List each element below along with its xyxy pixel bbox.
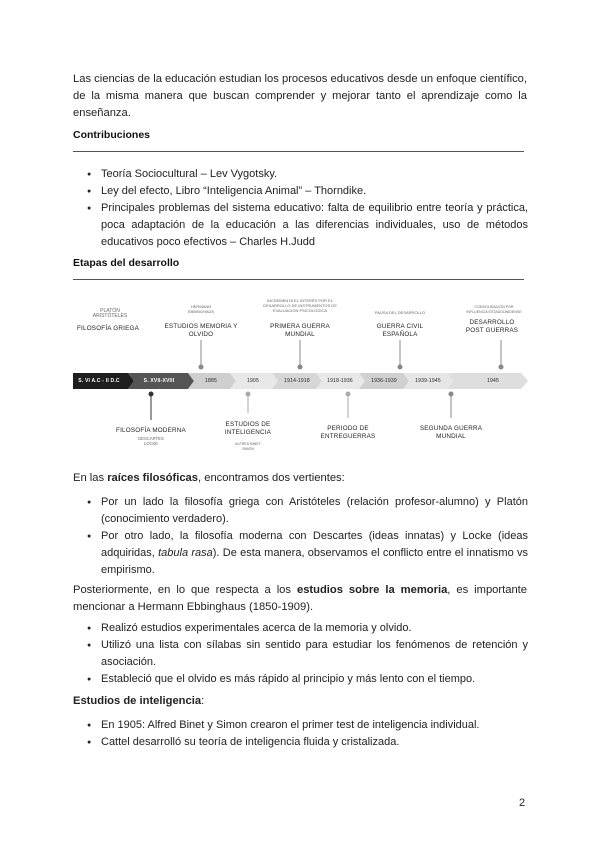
event-detail: INCREMENTA EL INTERÉS POR EL DESARROLLO DE INSTRUMENTOS DE EVALUACIÓN PSICOLÓGICA [263,298,337,313]
period-label: S. VI A.C - II D.C [78,378,120,384]
stages-heading: Etapas del desarrollo [73,257,180,269]
list-item: ● Ley del efecto, Libro “Inteligencia Animal” – Thorndike. [73,183,528,200]
intelligence-list [73,717,528,751]
intro-paragraph: Las ciencias de la educación estudian los procesos educativos desde un enfoque científico, de la misma manera que buscan comprender y mejorar tanto el aprendizaje como la enseñanza. [73,73,528,119]
list-item: ● Utilizó una lista con sílabas sin sentido para estudiar los fenómenos de retención y asociación. [73,637,528,671]
bold-text: raíces filosóficas [107,472,198,484]
event-title: ESTUDIOS DE INTELIGENCIA [224,421,272,436]
event-title: SEGUNDA GUERRA MUNDIAL [419,425,483,440]
italic-text: tabula rasa [158,547,213,559]
event-detail: CONSOLIDACIÓN POR INFLUENCIA ESTADOUNIDENSE [466,305,522,314]
event-title: GUERRA CIVIL ESPAÑOLA [376,323,424,338]
event-title: DESARROLLO POST GUERRAS [465,319,519,334]
event-title: PRIMERA GUERRA MUNDIAL [270,323,330,338]
event-detail: PLATÓN ARISTÓTELES [92,308,128,319]
period-label: 1945 [487,378,499,384]
period-label: 1885 [205,378,217,384]
list-item: ● En 1905: Alfred Binet y Simon crearon el primer test de inteligencia individual. [73,717,528,734]
event-detail: DESCARTES LOCKE [138,436,164,446]
list-item: ● Principales problemas del sistema educativo: falta de equilibrio entre teoría y práctica, poca adaptación de la educación a las diferencias individuales, uso de métodos educativos poco efectivos – Charles H.Judd [73,200,528,251]
contributions-list [73,166,528,251]
event-title: PERIODO DE ENTREGUERRAS [320,425,376,440]
event-detail: PAUSA DEL DESARROLLO [374,310,426,315]
roots-list [73,494,528,579]
list-item: ● Estableció que el olvido es más rápido al principio y más lento con el tiempo. [73,671,528,688]
period-label: 1905 [247,378,259,384]
period-label: S. XVII-XVIII [143,378,175,384]
event-title: ESTUDIOS MEMORIA Y OLVIDO [164,323,238,338]
timeline-diagram [73,285,528,470]
roots-paragraph: En las raíces filosóficas, encontramos dos vertientes: [73,472,345,484]
period-label: 1914-1918 [284,378,310,384]
memory-list [73,620,528,688]
event-detail: HERMANN EBBINGHAUS [187,304,215,314]
section-divider [73,279,524,280]
page-number: 2 [519,797,526,809]
section-divider [73,151,524,152]
event-title: FILOSOFÍA GRIEGA [77,325,139,332]
memory-paragraph: Posteriormente, en lo que respecta a los estudios sobre la memoria, es importante mencionar a Hermann Ebbinghaus (1850-1909). [73,584,528,613]
contributions-heading: Contribuciones [73,129,151,141]
period-label: 1939-1945 [415,378,441,384]
list-item: ● Cattel desarrolló su teoría de inteligencia fluida y cristalizada. [73,734,528,751]
list-item: ● Teoría Sociocultural – Lev Vygotsky. [73,166,528,183]
period-label: 1936-1939 [371,378,397,384]
event-detail: ALFRED BINET SIMON [235,442,261,451]
list-item: ● Por otro lado, la filosofía moderna con Descartes (ideas innatas) y Locke (ideas adquiridas, tabula rasa). De esta manera, observamos el conflicto entre el innatismo vs empirismo. [73,528,528,579]
intelligence-heading: Estudios de inteligencia: [73,695,205,707]
list-item: ● Realizó estudios experimentales acerca de la memoria y olvido. [73,620,528,637]
event-title: FILOSOFÍA MODERNA [116,427,186,434]
period-label: 1918-1936 [327,378,353,384]
list-item: ● Por un lado la filosofía griega con Aristóteles (relación profesor-alumno) y Platón (conocimiento verdadero). [73,494,528,528]
bold-text: estudios sobre la memoria [296,584,448,596]
